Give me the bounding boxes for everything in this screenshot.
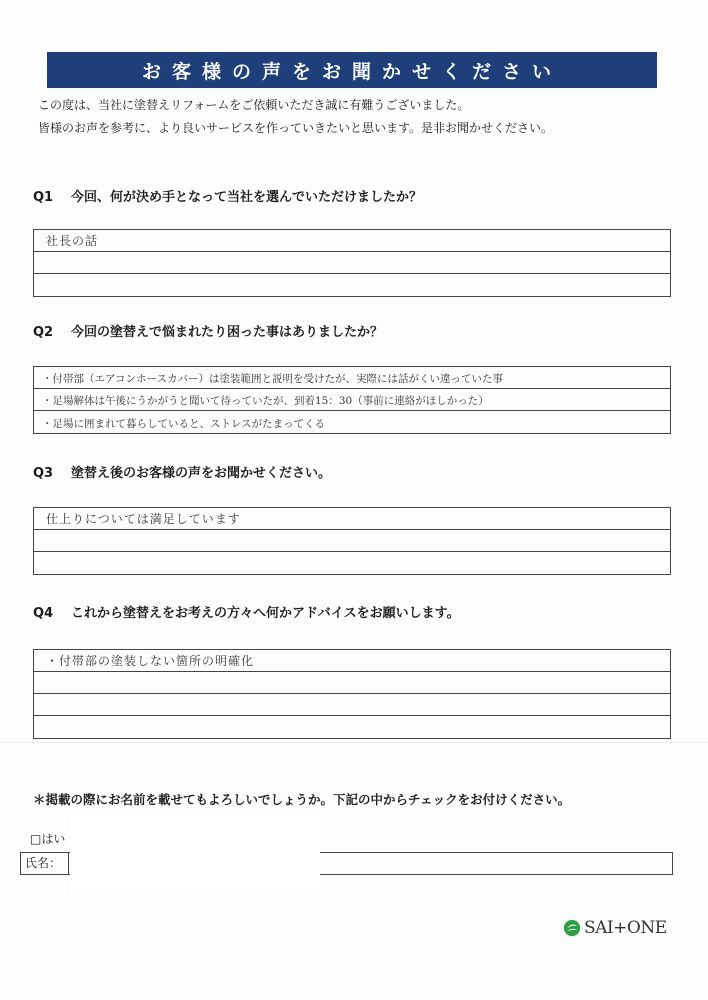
intro-line-1: この度は、当社に塗替えリフォームをご依頼いただき誠に有難うございました。 (38, 98, 470, 112)
question-4 (33, 602, 460, 621)
consent-checkbox-yes[interactable]: □はい (30, 832, 66, 846)
intro-line-2: 皆様のお声を参考に、より良いサービスを作っていきたいと思います。是非お聞かせください。 (38, 121, 554, 135)
consent-note: ＊掲載の際にお名前を載せてもよろしいでしょうか。下記の中からチェックをお付けください。 (33, 792, 571, 807)
question-number: Q4 (33, 606, 54, 621)
handwritten-answer: ・足場に囲まれて暮らしていると、ストレスがたまってくる (42, 418, 326, 430)
handwritten-answer: ・付帯部（エアコンホースカバー）は塗装範囲と説明を受けたが、実際には話がくい違っていた事 (42, 373, 503, 385)
divider (0, 742, 708, 743)
question-text: 塗替え後のお客様の声をお聞かせください。 (71, 466, 332, 481)
survey-title: お客様の声をお聞かせください (141, 60, 562, 83)
question-number: Q3 (33, 466, 54, 481)
survey-title-banner (47, 52, 657, 88)
question-text: これから塗替えをお考えの方々へ何かアドバイスをお願いします。 (71, 606, 460, 621)
answer-box-1[interactable] (33, 229, 671, 297)
handwritten-answer: 社長の話 (46, 234, 99, 248)
handwritten-answer: ・足場解体は午後にうかがうと聞いて待っていたが、到着15：30（事前に連絡がほしかった） (42, 395, 489, 407)
company-logo (563, 918, 667, 938)
question-number: Q2 (33, 325, 54, 340)
handwritten-answer: ・付帯部の塗装しない箇所の明確化 (46, 654, 255, 668)
question-number: Q1 (33, 190, 54, 205)
logo-text: SAI+ONE (584, 918, 667, 938)
leaf-logo-icon (563, 919, 581, 937)
question-text: 今回の塗替えで悩まれたり困った事はありましたか？ (71, 325, 384, 340)
answer-box-3[interactable] (33, 507, 671, 575)
handwritten-answer: 仕上りについては満足しています (46, 512, 241, 526)
question-3 (33, 462, 331, 481)
question-2 (33, 321, 383, 340)
answer-box-4[interactable] (33, 649, 671, 739)
answer-box-2[interactable] (33, 366, 671, 434)
question-text: 今回、何が決め手となって当社を選んでいただけましたか？ (71, 190, 423, 205)
question-1 (33, 186, 422, 205)
redaction-block (70, 816, 320, 894)
name-label: 氏名： (21, 853, 69, 874)
